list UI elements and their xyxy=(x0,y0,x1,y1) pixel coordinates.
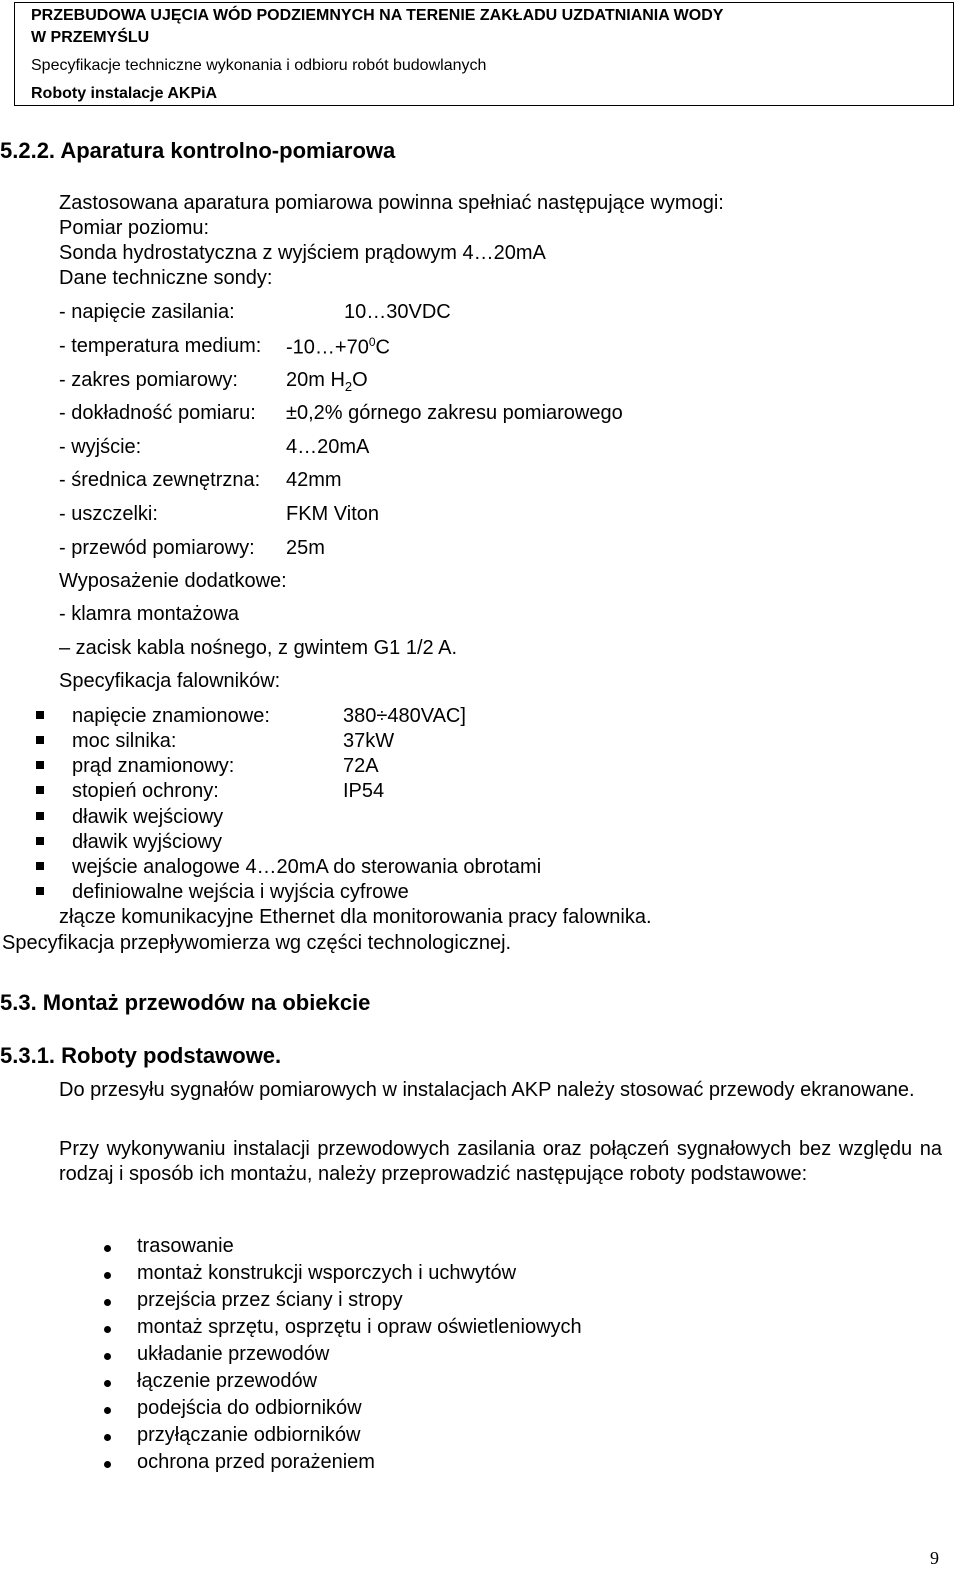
section-heading-53: 5.3. Montaż przewodów na obiekcie xyxy=(0,990,371,1015)
works-list-item: montaż konstrukcji wsporczych i uchwytów xyxy=(137,1262,517,1284)
square-bullet xyxy=(36,736,44,744)
accessory-item: - klamra montażowa xyxy=(59,603,240,625)
square-bullet xyxy=(36,862,44,870)
inverter-spec-value: 380÷480VAC] xyxy=(343,705,466,727)
inverter-spec-value: IP54 xyxy=(343,780,385,802)
round-bullet xyxy=(104,1434,111,1441)
inverter-spec-label: moc silnika: xyxy=(72,730,177,752)
works-list-item: trasowanie xyxy=(137,1235,234,1257)
paragraph: Do przesyłu sygnałów pomiarowych w instalacjach AKP należy stosować przewody ekranowane. xyxy=(59,1079,915,1101)
probe-spec-label: - wyjście: xyxy=(59,436,142,458)
accessory-item: – zacisk kabla nośnego, z gwintem G1 1/2 A. xyxy=(59,637,457,659)
intro-line: Dane techniczne sondy: xyxy=(59,267,273,289)
header-subtitle: Specyfikacje techniczne wykonania i odbioru robót budowlanych xyxy=(31,57,487,74)
probe-spec-label: - temperatura medium: xyxy=(59,335,262,357)
flowmeter-line: Specyfikacja przepływomierza wg części technologicznej. xyxy=(2,932,512,954)
square-bullet xyxy=(36,837,44,845)
intro-line: Sonda hydrostatyczna z wyjściem prądowym 4…20mA xyxy=(59,242,546,264)
round-bullet xyxy=(104,1272,111,1279)
intro-line: Pomiar poziomu: xyxy=(59,217,210,239)
inverter-title: Specyfikacja falowników: xyxy=(59,670,281,692)
square-bullet xyxy=(36,761,44,769)
works-list-item: przejścia przez ściany i stropy xyxy=(137,1289,403,1311)
probe-spec-value: 4…20mA xyxy=(286,436,370,458)
header-title-line1: PRZEBUDOWA UJĘCIA WÓD PODZIEMNYCH NA TERENIE ZAKŁADU UZDATNIANIA WODY xyxy=(31,7,724,24)
works-list-item: ochrona przed porażeniem xyxy=(137,1451,375,1473)
square-bullet xyxy=(36,786,44,794)
inverter-spec-label: dławik wejściowy xyxy=(72,806,224,828)
probe-spec-value: $-10\dots+70^0C$ xyxy=(286,335,390,359)
round-bullet xyxy=(104,1245,111,1252)
round-bullet xyxy=(104,1407,111,1414)
round-bullet xyxy=(104,1380,111,1387)
header-section-name: Roboty instalacje AKPiA xyxy=(31,85,218,102)
inverter-spec-label: prąd znamionowy: xyxy=(72,755,235,777)
round-bullet xyxy=(104,1326,111,1333)
header-title-line2: W PRZEMYŚLU xyxy=(31,29,150,46)
paragraph: Przy wykonywaniu instalacji przewodowych zasilania oraz połączeń sygnałowych bez względu na rodzaj i sposób ich montażu, należy przeprowadzić następujące roboty podstawowe: xyxy=(59,1138,942,1185)
probe-spec-label: - uszczelki: xyxy=(59,503,158,525)
probe-spec-label: - napięcie zasilania: xyxy=(59,301,235,323)
probe-spec-value: 20m $H_2O$ xyxy=(286,369,368,394)
inverter-spec-value: 37kW xyxy=(343,730,395,752)
inverter-spec-label: napięcie znamionowe: xyxy=(72,705,270,727)
section-heading-522: 5.2.2. Aparatura kontrolno-pomiarowa xyxy=(0,138,396,163)
inverter-spec-value: 72A xyxy=(343,755,379,777)
works-list-item: przyłączanie odbiorników xyxy=(137,1424,361,1446)
round-bullet xyxy=(104,1461,111,1468)
probe-spec-label: - zakres pomiarowy: xyxy=(59,369,238,391)
inverter-spec-label: stopień ochrony: xyxy=(72,780,219,802)
square-bullet xyxy=(36,711,44,719)
probe-spec-value: FKM Viton xyxy=(286,503,379,525)
probe-spec-label: - dokładność pomiaru: xyxy=(59,402,256,424)
probe-spec-label: - przewód pomiarowy: xyxy=(59,537,255,559)
intro-line: Zastosowana aparatura pomiarowa powinna spełniać następujące wymogi: xyxy=(59,192,724,214)
section-heading-531: 5.3.1. Roboty podstawowe. xyxy=(0,1043,282,1068)
probe-spec-value: ±0,2% górnego zakresu pomiarowego xyxy=(286,402,623,424)
accessories-title: Wyposażenie dodatkowe: xyxy=(59,570,287,592)
works-list-item: układanie przewodów xyxy=(137,1343,330,1365)
round-bullet xyxy=(104,1299,111,1306)
works-list-item: montaż sprzętu, osprzętu i opraw oświetleniowych xyxy=(137,1316,582,1338)
works-list-item: łączenie przewodów xyxy=(137,1370,318,1392)
probe-spec-value: 42mm xyxy=(286,469,342,491)
works-list-item: podejścia do odbiorników xyxy=(137,1397,362,1419)
inverter-spec-label: dławik wyjściowy xyxy=(72,831,223,853)
probe-spec-value: 25m xyxy=(286,537,325,559)
ethernet-line: złącze komunikacyjne Ethernet dla monitorowania pracy falownika. xyxy=(59,906,652,928)
probe-spec-label: - średnica zewnętrzna: xyxy=(59,469,261,491)
square-bullet xyxy=(36,812,44,820)
probe-spec-value: 10…30VDC xyxy=(344,301,451,323)
square-bullet xyxy=(36,887,44,895)
page-number: 9 xyxy=(930,1548,939,1568)
round-bullet xyxy=(104,1353,111,1360)
document-header xyxy=(14,2,954,106)
inverter-spec-label: definiowalne wejścia i wyjścia cyfrowe xyxy=(72,881,409,903)
inverter-spec-label: wejście analogowe 4…20mA do sterowania obrotami xyxy=(72,856,542,878)
